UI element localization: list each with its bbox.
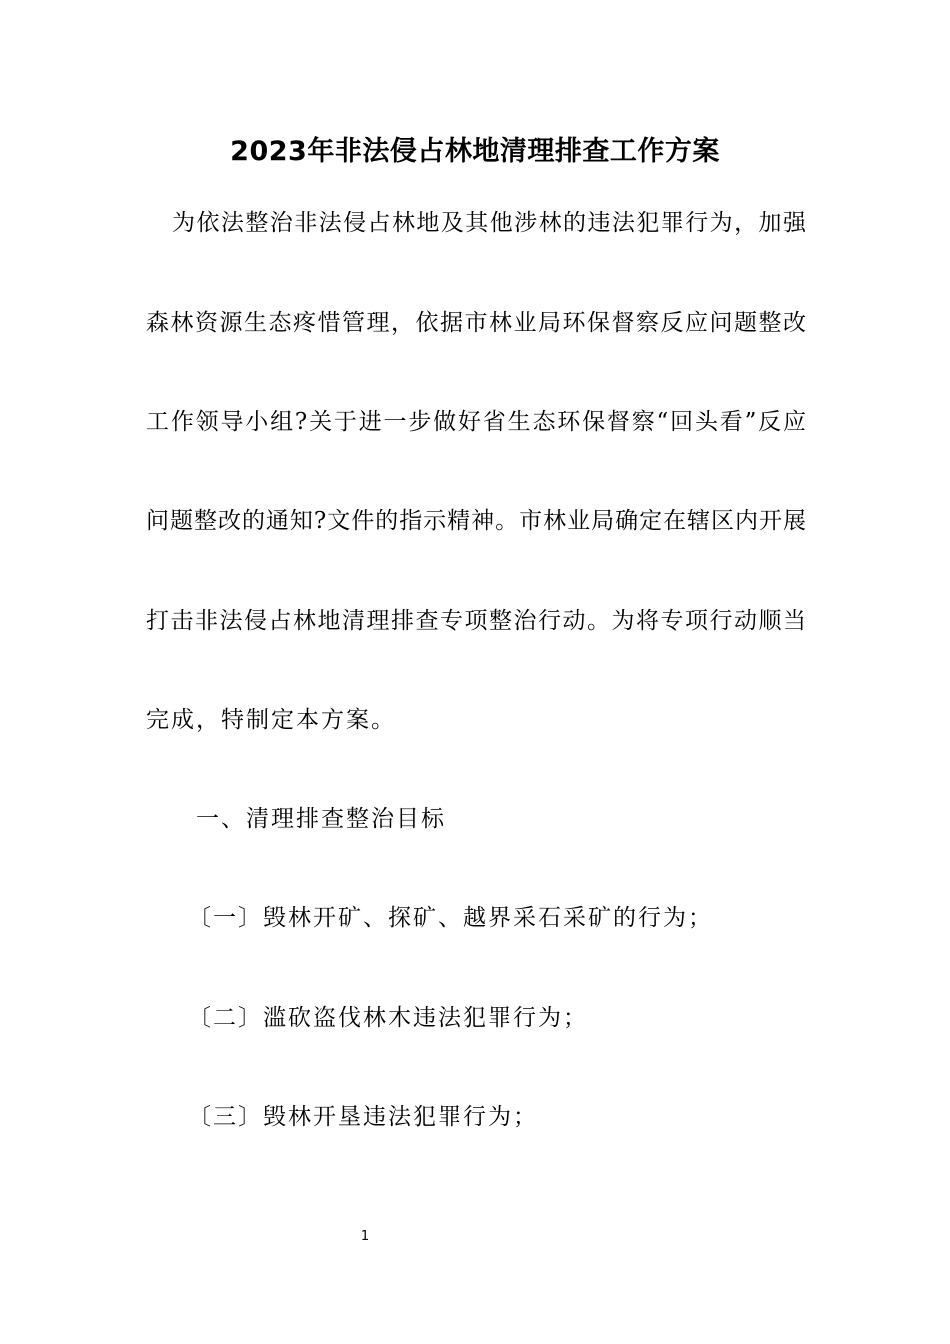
page-number: 1 (360, 1229, 370, 1244)
paragraph-line: 问题整改的通知?文件的指示精神。市林业局确定在辖区内开展 (146, 508, 806, 534)
page-title: 2023年非法侵占林地清理排查工作方案 (230, 136, 720, 167)
paragraph-line: 完成，特制定本方案。 (146, 707, 396, 733)
paragraph-line: 森林资源生态疼惜管理，依据市林业局环保督察反应问题整改 (146, 310, 806, 336)
section-heading: 一、清理排查整治目标 (196, 806, 446, 832)
paragraph-line: 为依法整治非法侵占林地及其他涉林的违法犯罪行为，加强 (172, 210, 806, 236)
paragraph-line: 打击非法侵占林地清理排查专项整治行动。为将专项行动顺当 (146, 608, 806, 634)
list-item: 〔一〕毁林开矿、探矿、越界采石采矿的行为； (188, 905, 713, 931)
list-item: 〔三〕毁林开垦违法犯罪行为； (188, 1104, 538, 1130)
paragraph-line: 工作领导小组?关于进一步做好省生态环保督察“回头看”反应 (146, 409, 806, 435)
list-item: 〔二〕滥砍盗伐林木违法犯罪行为； (188, 1005, 588, 1031)
